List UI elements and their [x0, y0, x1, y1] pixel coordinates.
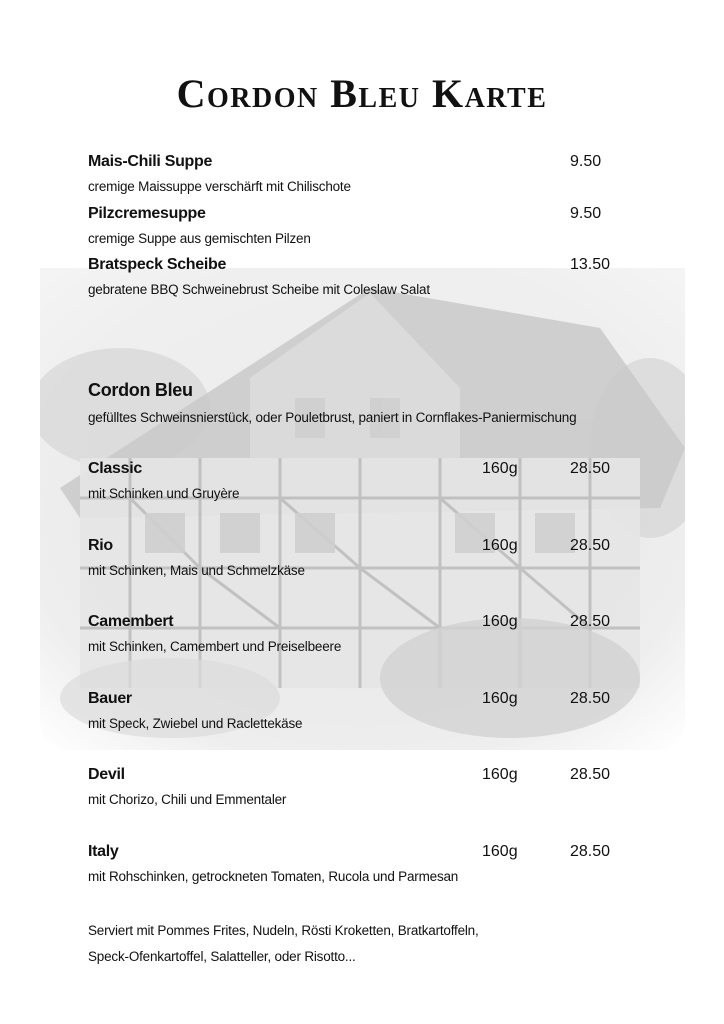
item-weight: 160g [482, 537, 518, 554]
item-description: mit Schinken, Camembert und Preiselbeere [88, 639, 342, 654]
item-price: 28.50 [570, 690, 611, 707]
item-name: Rio [88, 537, 113, 554]
restaurant-building-background [40, 268, 685, 750]
section-description: gefülltes Schweinsnierstück, oder Pouletbrust, paniert in Cornflakes-Paniermischung [88, 410, 577, 425]
item-name: Mais-Chili Suppe [88, 153, 213, 170]
item-weight: 160g [482, 843, 518, 860]
item-description: cremige Suppe aus gemischten Pilzen [88, 231, 311, 246]
section-title: Cordon Bleu [88, 380, 193, 400]
item-description: mit Schinken, Mais und Schmelzkäse [88, 563, 305, 578]
item-description: gebratene BBQ Schweinebrust Scheibe mit Coleslaw Salat [88, 282, 430, 297]
item-price: 13.50 [570, 256, 611, 273]
item-name: Camembert [88, 613, 174, 630]
footer-line-1: Serviert mit Pommes Frites, Nudeln, Rösti Kroketten, Bratkartoffeln, [88, 923, 479, 938]
item-price: 28.50 [570, 460, 611, 477]
footer-note [88, 918, 648, 970]
item-description: mit Schinken und Gruyère [88, 486, 240, 501]
item-name: Pilzcremesuppe [88, 205, 206, 222]
item-weight: 160g [482, 690, 518, 707]
item-weight: 160g [482, 766, 518, 783]
item-price: 28.50 [570, 613, 611, 630]
item-description: mit Speck, Zwiebel und Raclettekäse [88, 716, 303, 731]
item-name: Bratspeck Scheibe [88, 256, 227, 273]
menu-title: Cordon Bleu Karte [176, 71, 548, 116]
item-description: mit Chorizo, Chili und Emmentaler [88, 792, 287, 807]
item-description: cremige Maissuppe verschärft mit Chilischote [88, 179, 351, 194]
item-price: 28.50 [570, 766, 611, 783]
item-price: 9.50 [570, 153, 602, 170]
item-name: Devil [88, 766, 125, 783]
item-weight: 160g [482, 613, 518, 630]
item-price: 28.50 [570, 537, 611, 554]
item-name: Bauer [88, 690, 132, 707]
item-price: 28.50 [570, 843, 611, 860]
item-name: Classic [88, 460, 142, 477]
footer-line-2: Speck-Ofenkartoffel, Salatteller, oder Risotto... [88, 949, 356, 964]
item-name: Italy [88, 843, 119, 860]
item-description: mit Rohschinken, getrockneten Tomaten, Rucola und Parmesan [88, 869, 459, 884]
item-price: 9.50 [570, 205, 602, 222]
item-weight: 160g [482, 460, 518, 477]
